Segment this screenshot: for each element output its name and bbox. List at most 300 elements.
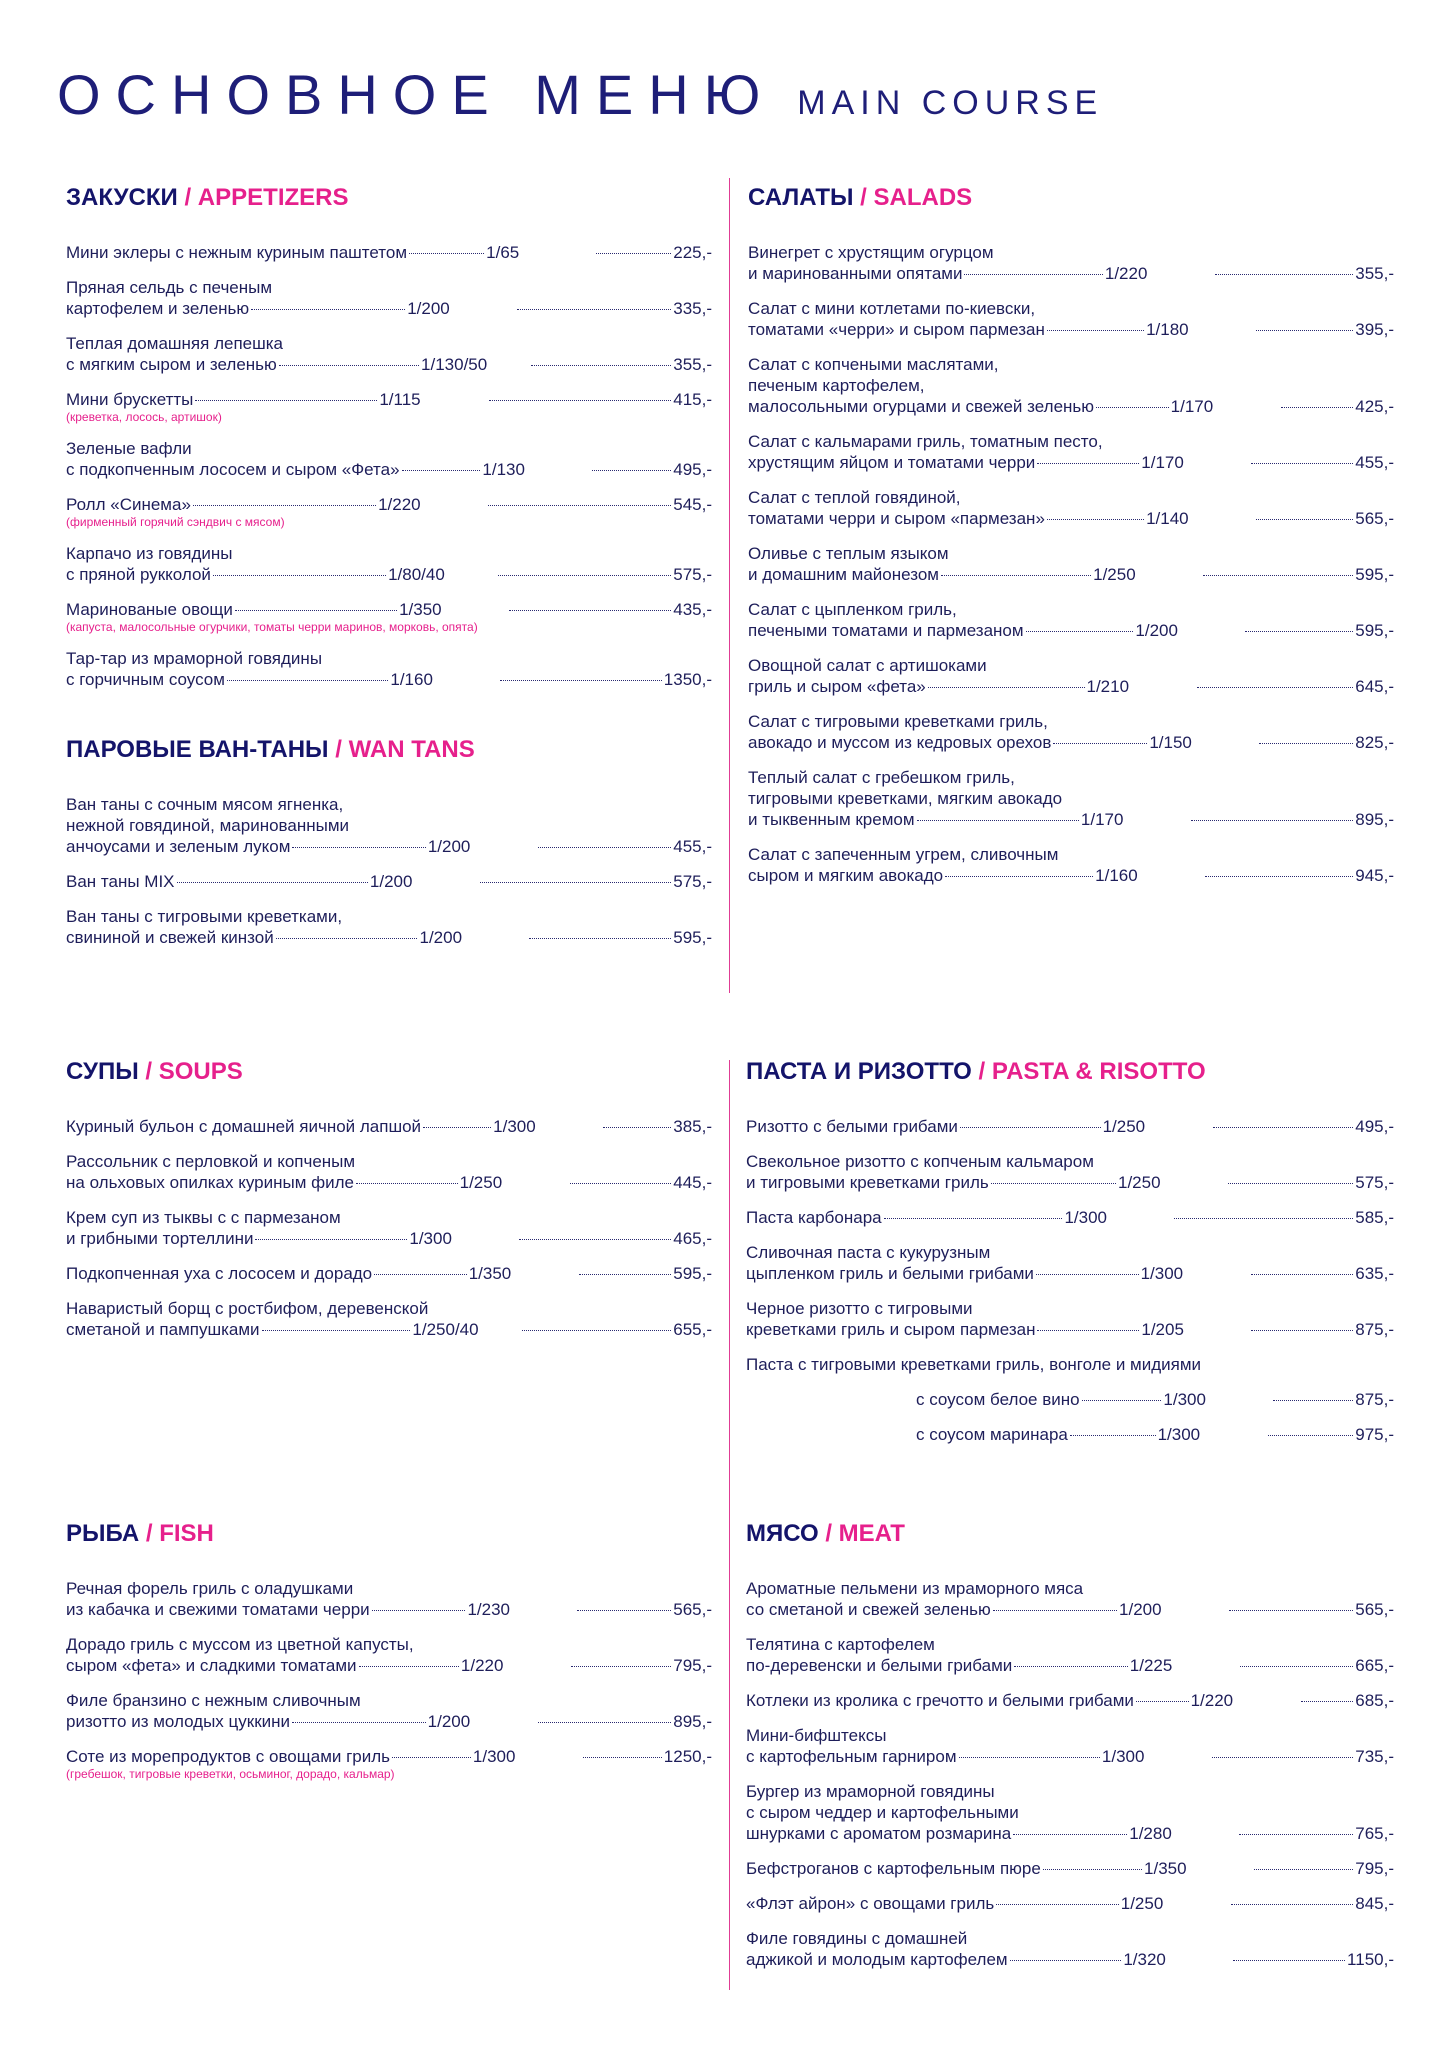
dot-leader bbox=[1273, 1400, 1353, 1401]
dish-name-line: печеным картофелем, bbox=[748, 376, 925, 395]
dot-leader bbox=[571, 1666, 671, 1667]
dish-price: 575,- bbox=[673, 565, 712, 584]
dish-price: 415,- bbox=[673, 390, 713, 409]
dish-price: 1250,- bbox=[663, 1747, 712, 1766]
menu-item-row bbox=[66, 1263, 712, 1284]
dot-leader bbox=[423, 1127, 491, 1128]
dot-leader bbox=[292, 1722, 426, 1723]
dish-weight: 1/220 bbox=[378, 495, 421, 514]
menu-item bbox=[748, 298, 1394, 340]
menu-item bbox=[746, 1725, 1394, 1767]
dot-leader bbox=[1239, 1834, 1353, 1835]
dish-weight: 1/280 bbox=[1129, 1824, 1172, 1843]
dish-name-line: цыпленком гриль и белыми грибами bbox=[746, 1264, 1034, 1283]
section-heading-ru: САЛАТЫ bbox=[748, 184, 854, 211]
dot-leader bbox=[1215, 274, 1353, 275]
menu-item bbox=[746, 1298, 1394, 1340]
dish-weight: 1/220 bbox=[460, 1656, 504, 1675]
menu-item-row bbox=[66, 1599, 712, 1620]
menu-item-row bbox=[66, 1116, 712, 1137]
dish-weight: 1/200 bbox=[427, 837, 471, 856]
menu-item-row bbox=[746, 1319, 1394, 1340]
dish-price: 225,- bbox=[673, 243, 712, 262]
dot-leader bbox=[509, 610, 671, 611]
menu-item-row bbox=[748, 508, 1394, 529]
dot-leader bbox=[227, 680, 388, 681]
menu-item-row bbox=[66, 669, 712, 690]
dot-leader bbox=[255, 1239, 407, 1240]
dot-leader bbox=[570, 1183, 672, 1184]
menu-item bbox=[748, 844, 1394, 886]
dish-price: 665,- bbox=[1355, 1656, 1394, 1675]
dish-name-line: с картофельным гарниром bbox=[746, 1747, 957, 1766]
dot-leader bbox=[372, 1610, 466, 1611]
dish-name-line: Телятина с картофелем bbox=[746, 1635, 935, 1654]
dish-name-line: Ризотто с белыми грибами bbox=[746, 1117, 958, 1136]
dot-leader bbox=[603, 1127, 671, 1128]
dot-leader bbox=[928, 687, 1085, 688]
menu-item-row bbox=[748, 319, 1394, 340]
dish-price: 795,- bbox=[673, 1656, 713, 1675]
heading-separator: / bbox=[971, 1058, 992, 1085]
menu-item-row bbox=[748, 809, 1394, 830]
dot-leader bbox=[1254, 1869, 1353, 1870]
dish-name-line: Салат с кальмарами гриль, томатным песто, bbox=[748, 432, 1103, 451]
dot-leader bbox=[359, 1666, 459, 1667]
dish-price: 355,- bbox=[1355, 264, 1395, 283]
dot-leader bbox=[1256, 330, 1353, 331]
dish-weight: 1/150 bbox=[1149, 733, 1192, 752]
dish-name-line: томатами «черри» и сыром пармезан bbox=[748, 320, 1045, 339]
dish-weight: 1/160 bbox=[390, 670, 433, 689]
dish-price: 655,- bbox=[673, 1320, 712, 1339]
dish-name-line: Салат с запеченным угрем, сливочным bbox=[748, 845, 1059, 864]
dish-name-line: с горчичным соусом bbox=[66, 670, 225, 689]
menu-item bbox=[66, 794, 712, 857]
menu-item bbox=[746, 1207, 1394, 1228]
dish-weight: 1/220 bbox=[1190, 1691, 1234, 1710]
dot-leader bbox=[1233, 1960, 1345, 1961]
dot-leader bbox=[1197, 687, 1354, 688]
dish-price: 495,- bbox=[1355, 1117, 1395, 1136]
menu-item bbox=[748, 354, 1394, 417]
dish-name-line: Куриный бульон с домашней яичной лапшой bbox=[66, 1117, 422, 1136]
menu-item-row bbox=[748, 732, 1394, 753]
dish-name-line: Черное ризотто с тигровыми bbox=[746, 1299, 973, 1318]
menu-item bbox=[748, 543, 1394, 585]
dish-weight: 1/300 bbox=[409, 1229, 452, 1248]
menu-item bbox=[746, 1116, 1394, 1137]
dot-leader bbox=[1036, 1274, 1139, 1275]
dish-name-line: Ван таны MIX bbox=[66, 872, 175, 891]
dot-leader bbox=[1212, 1757, 1353, 1758]
dot-leader bbox=[596, 253, 671, 254]
dish-name-line: Соте из морепродуктов с овощами гриль bbox=[66, 1747, 391, 1766]
dish-name-line: Оливье с теплым языком bbox=[748, 544, 949, 563]
menu-item bbox=[746, 1151, 1394, 1193]
menu-item bbox=[748, 242, 1394, 284]
menu-item bbox=[66, 494, 712, 529]
menu-item bbox=[66, 1634, 712, 1676]
dish-weight: 1/180 bbox=[1146, 320, 1189, 339]
dish-weight: 1/350 bbox=[468, 1264, 512, 1283]
menu-item-row bbox=[66, 1711, 712, 1732]
dish-weight: 1/205 bbox=[1141, 1320, 1184, 1339]
dot-leader bbox=[292, 847, 425, 848]
dot-leader bbox=[1043, 1869, 1142, 1870]
menu-item bbox=[746, 1858, 1394, 1879]
dish-price: 455,- bbox=[1355, 453, 1395, 472]
menu-item-row bbox=[66, 298, 712, 319]
dot-leader bbox=[1251, 1274, 1354, 1275]
dot-leader bbox=[1096, 407, 1169, 408]
dish-name-line: креветками гриль и сыром пармезан bbox=[746, 1320, 1036, 1339]
dish-price: 595,- bbox=[1355, 565, 1395, 584]
dish-weight: 1/140 bbox=[1146, 509, 1189, 528]
menu-item-row bbox=[746, 1655, 1394, 1676]
dot-leader bbox=[213, 575, 386, 576]
dish-name-line: с мягким сыром и зеленью bbox=[66, 355, 277, 374]
dot-leader bbox=[1191, 820, 1353, 821]
dot-leader bbox=[374, 1274, 467, 1275]
dish-note: (креветка, лосось, артишок) bbox=[66, 410, 222, 424]
dot-leader bbox=[193, 505, 376, 506]
dot-leader bbox=[993, 1610, 1117, 1611]
menu-item bbox=[66, 277, 712, 319]
dot-leader bbox=[583, 1757, 662, 1758]
menu-item-row bbox=[748, 564, 1394, 585]
dish-weight: 1/80/40 bbox=[388, 565, 445, 584]
dish-weight: 1/220 bbox=[1104, 264, 1148, 283]
dish-name-line: Паста карбонара bbox=[746, 1208, 882, 1227]
dish-name-line: Ван таны с тигровыми креветками, bbox=[66, 907, 343, 926]
dot-leader bbox=[500, 680, 661, 681]
dish-price: 335,- bbox=[673, 299, 713, 318]
section-heading-en: SOUPS bbox=[158, 1058, 243, 1085]
menu-item-row bbox=[746, 1858, 1394, 1879]
dish-weight: 1/200 bbox=[1119, 1600, 1162, 1619]
dish-price: 975,- bbox=[1355, 1425, 1395, 1444]
dish-price: 645,- bbox=[1355, 677, 1394, 696]
dot-leader bbox=[1259, 743, 1353, 744]
section-heading-en: PASTA & RISOTTO bbox=[991, 1058, 1206, 1085]
menu-item bbox=[66, 1207, 712, 1249]
menu-item bbox=[746, 1928, 1394, 1970]
heading-separator: / bbox=[139, 1520, 160, 1547]
dish-name-line: с сыром чеддер и картофельными bbox=[746, 1803, 1019, 1822]
dish-weight: 1/250/40 bbox=[412, 1320, 479, 1339]
dish-name-line: нежной говядиной, маринованными bbox=[66, 816, 350, 835]
dish-price: 395,- bbox=[1355, 320, 1394, 339]
menu-item bbox=[66, 333, 712, 375]
dish-name-line: и тыквенным кремом bbox=[748, 810, 915, 829]
dish-weight: 1/300 bbox=[1140, 1264, 1184, 1283]
menu-item-row bbox=[66, 927, 712, 948]
dot-leader bbox=[538, 847, 671, 848]
section-heading bbox=[66, 1058, 712, 1086]
dot-leader bbox=[1037, 463, 1139, 464]
dish-price: 845,- bbox=[1355, 1894, 1394, 1913]
heading-separator: / bbox=[853, 184, 874, 211]
dot-leader bbox=[195, 400, 377, 401]
menu-item-row bbox=[746, 1690, 1394, 1711]
menu-item bbox=[746, 1690, 1394, 1711]
dish-weight: 1/200 bbox=[427, 1712, 471, 1731]
dish-weight: 1/130/50 bbox=[421, 355, 488, 374]
section-salads bbox=[748, 184, 1394, 900]
menu-item bbox=[746, 1424, 1394, 1445]
section-fish bbox=[66, 1520, 712, 1795]
section-heading-ru: ЗАКУСКИ bbox=[66, 184, 178, 211]
dot-leader bbox=[1203, 575, 1353, 576]
section-heading bbox=[66, 184, 712, 212]
dish-weight: 1/300 bbox=[493, 1117, 536, 1136]
dish-price: 575,- bbox=[1355, 1173, 1395, 1192]
dish-price: 795,- bbox=[1355, 1859, 1395, 1878]
dot-leader bbox=[941, 575, 1091, 576]
dish-name-line: тигровыми креветками, мягким авокадо bbox=[748, 789, 1063, 808]
dish-name-line: Зеленые вафли bbox=[66, 439, 192, 458]
dish-price: 635,- bbox=[1355, 1264, 1394, 1283]
menu-title bbox=[57, 62, 1103, 127]
dot-leader bbox=[1026, 631, 1134, 632]
menu-item bbox=[66, 1578, 712, 1620]
dish-name-line: и домашним майонезом bbox=[748, 565, 939, 584]
section-heading-en: FISH bbox=[159, 1520, 214, 1547]
dot-leader bbox=[517, 309, 671, 310]
dish-weight: 1/115 bbox=[379, 390, 421, 409]
dish-weight: 1/230 bbox=[467, 1600, 510, 1619]
dot-leader bbox=[945, 876, 1093, 877]
dot-leader bbox=[884, 1218, 1063, 1219]
dish-name-line: Дорадо гриль с муссом из цветной капусты, bbox=[66, 1635, 414, 1654]
dot-leader bbox=[1205, 876, 1353, 877]
dish-name-line: Наваристый борщ с ростбифом, деревенской bbox=[66, 1299, 429, 1318]
menu-item-row bbox=[746, 1263, 1394, 1284]
dot-leader bbox=[1136, 1701, 1189, 1702]
dish-price: 825,- bbox=[1355, 733, 1395, 752]
section-pasta bbox=[746, 1058, 1394, 1459]
menu-item-row bbox=[66, 1655, 712, 1676]
dish-weight: 1/300 bbox=[1101, 1747, 1145, 1766]
dish-price: 465,- bbox=[673, 1229, 712, 1248]
dish-weight: 1/250 bbox=[1118, 1173, 1161, 1192]
dot-leader bbox=[489, 400, 671, 401]
section-heading-ru: МЯСО bbox=[746, 1520, 819, 1547]
menu-item-row bbox=[748, 396, 1394, 417]
menu-item bbox=[66, 599, 712, 634]
menu-item bbox=[66, 871, 712, 892]
dish-weight: 1/250 bbox=[1093, 565, 1136, 584]
dish-price: 1350,- bbox=[663, 670, 712, 689]
dish-weight: 1/200 bbox=[369, 872, 413, 891]
dot-leader bbox=[1213, 1127, 1354, 1128]
section-heading-en: APPETIZERS bbox=[197, 184, 349, 211]
dish-name-line: шнурками с ароматом розмарина bbox=[746, 1824, 1012, 1843]
dish-name-line: томатами черри и сыром «пармезан» bbox=[748, 509, 1045, 528]
menu-item bbox=[66, 1263, 712, 1284]
dish-weight: 1/300 bbox=[472, 1747, 516, 1766]
dot-leader bbox=[531, 365, 671, 366]
menu-item bbox=[748, 487, 1394, 529]
dish-name-line: Салат с тигровыми креветками гриль, bbox=[748, 712, 1048, 731]
section-meat bbox=[746, 1520, 1394, 1984]
dish-price: 875,- bbox=[1355, 1390, 1394, 1409]
dot-leader bbox=[409, 253, 484, 254]
section-heading bbox=[746, 1058, 1394, 1086]
menu-item-row bbox=[66, 494, 712, 515]
column-divider-top bbox=[729, 178, 730, 993]
section-heading-ru: ПАРОВЫЕ ВАН-ТАНЫ bbox=[66, 736, 329, 763]
dish-name-line: Котлеки из кролика с гречотто и белыми грибами bbox=[746, 1691, 1134, 1710]
dish-name-line: со сметаной и свежей зеленью bbox=[746, 1600, 991, 1619]
menu-item-row bbox=[66, 599, 712, 620]
dot-leader bbox=[1014, 1666, 1127, 1667]
dish-price: 495,- bbox=[673, 460, 713, 479]
menu-item bbox=[746, 1578, 1394, 1620]
dish-weight: 1/130 bbox=[482, 460, 525, 479]
section-heading-en: MEAT bbox=[838, 1520, 905, 1547]
dot-leader bbox=[1013, 1834, 1127, 1835]
dish-weight: 1/300 bbox=[1163, 1390, 1206, 1409]
dish-name-line: печеными томатами и пармезаном bbox=[748, 621, 1024, 640]
dot-leader bbox=[1174, 1218, 1353, 1219]
dish-name-line: Маринованые овощи bbox=[66, 600, 233, 619]
dish-name-line: Салат с цыпленком гриль, bbox=[748, 600, 957, 619]
dot-leader bbox=[488, 505, 671, 506]
menu-title-ru: ОСНОВНОЕ МЕНЮ bbox=[57, 63, 776, 126]
heading-separator: / bbox=[138, 1058, 159, 1085]
dot-leader bbox=[1256, 519, 1353, 520]
dish-weight: 1/170 bbox=[1141, 453, 1184, 472]
section-appetizers bbox=[66, 184, 712, 704]
menu-item-row bbox=[748, 620, 1394, 641]
dot-leader bbox=[498, 575, 671, 576]
dish-name-line: Бефстроганов с картофельным пюре bbox=[746, 1859, 1041, 1878]
dish-price: 685,- bbox=[1355, 1691, 1395, 1710]
dish-name-line: ризотто из молодых цуккини bbox=[66, 1712, 291, 1731]
dish-name-line: по-деревенски и белыми грибами bbox=[746, 1656, 1013, 1675]
dish-price: 385,- bbox=[673, 1117, 712, 1136]
dish-name-line: из кабачка и свежими томатами черри bbox=[66, 1600, 370, 1619]
menu-item-row bbox=[66, 1319, 712, 1340]
dish-weight: 1/350 bbox=[1144, 1859, 1187, 1878]
menu-item bbox=[66, 242, 712, 263]
dish-name-line: сыром и мягким авокадо bbox=[748, 866, 944, 885]
dish-price: 575,- bbox=[673, 872, 713, 891]
section-heading-en: SALADS bbox=[873, 184, 973, 211]
menu-item bbox=[746, 1781, 1394, 1844]
dish-name-line: картофелем и зеленью bbox=[66, 299, 250, 318]
dish-name-line: Ван таны с сочным мясом ягненка, bbox=[66, 795, 344, 814]
dish-name-line: Мини эклеры с нежным куриным паштетом bbox=[66, 243, 408, 262]
column-divider-bottom bbox=[729, 1060, 730, 1990]
dish-price: 1150,- bbox=[1347, 1950, 1394, 1969]
menu-item-row bbox=[66, 354, 712, 375]
dish-price: 585,- bbox=[1355, 1208, 1394, 1227]
dish-note: (капуста, малосольные огурчики, томаты черри маринов, морковь, опята) bbox=[66, 620, 478, 634]
menu-item-row bbox=[748, 676, 1394, 697]
dish-name-line: Бургер из мраморной говядины bbox=[746, 1782, 995, 1801]
heading-separator: / bbox=[328, 736, 349, 763]
dish-name-line: Крем суп из тыквы с с пармезаном bbox=[66, 1208, 341, 1227]
menu-item bbox=[746, 1634, 1394, 1676]
dish-weight: 1/170 bbox=[1170, 397, 1214, 416]
menu-item-row bbox=[66, 459, 712, 480]
menu-item-row bbox=[66, 836, 712, 857]
menu-item-row bbox=[748, 865, 1394, 886]
dish-name-line: Мини-бифштексы bbox=[746, 1726, 887, 1745]
dot-leader bbox=[1010, 1960, 1122, 1961]
dish-name-line: Винегрет с хрустящим огурцом bbox=[748, 243, 994, 262]
dot-leader bbox=[522, 1330, 671, 1331]
menu-item bbox=[66, 1151, 712, 1193]
dot-leader bbox=[276, 938, 418, 939]
dish-weight: 1/300 bbox=[1064, 1208, 1107, 1227]
menu-item bbox=[746, 1893, 1394, 1914]
menu-item bbox=[66, 1690, 712, 1732]
dish-weight: 1/250 bbox=[1120, 1894, 1164, 1913]
dot-leader bbox=[235, 610, 397, 611]
menu-item bbox=[66, 1298, 712, 1340]
dish-name-line: и маринованными опятами bbox=[748, 264, 963, 283]
dot-leader bbox=[991, 1183, 1116, 1184]
dish-price: 355,- bbox=[673, 355, 713, 374]
dish-name-line: малосольными огурцами и свежей зеленью bbox=[748, 397, 1095, 416]
dish-name-line: на ольховых опилках куриным филе bbox=[66, 1173, 354, 1192]
dot-leader bbox=[480, 882, 671, 883]
menu-item bbox=[66, 389, 712, 424]
dish-weight: 1/170 bbox=[1080, 810, 1124, 829]
section-heading-ru: СУПЫ bbox=[66, 1058, 139, 1085]
dot-leader bbox=[1082, 1400, 1162, 1401]
menu-item bbox=[66, 543, 712, 585]
dish-price: 595,- bbox=[673, 1264, 712, 1283]
dot-leader bbox=[1229, 1610, 1353, 1611]
dish-price: 565,- bbox=[1355, 509, 1394, 528]
dish-name-line: с соусом маринара bbox=[916, 1425, 1068, 1444]
dish-note: (гребешок, тигровые креветки, осьминог, дорадо, кальмар) bbox=[66, 1767, 395, 1781]
dish-weight: 1/200 bbox=[407, 299, 450, 318]
dot-leader bbox=[579, 1274, 672, 1275]
menu-item-row bbox=[66, 389, 712, 410]
dish-name-line: Подкопченная уха с лососем и дорадо bbox=[66, 1264, 373, 1283]
dish-name-line: Рассольник с перловкой и копченым bbox=[66, 1152, 356, 1171]
dish-name-line: с пряной рукколой bbox=[66, 565, 211, 584]
dot-leader bbox=[1251, 463, 1353, 464]
dot-leader bbox=[177, 882, 368, 883]
dish-name-line: Ролл «Синема» bbox=[66, 495, 191, 514]
dish-weight: 1/210 bbox=[1086, 677, 1130, 696]
section-wantans bbox=[66, 736, 712, 962]
dish-price: 765,- bbox=[1355, 1824, 1395, 1843]
dish-name-line: Салат с мини котлетами по-киевски, bbox=[748, 299, 1036, 318]
dot-leader bbox=[1301, 1701, 1354, 1702]
menu-item-row bbox=[66, 242, 712, 263]
dish-name-line: Салат с теплой говядиной, bbox=[748, 488, 961, 507]
dot-leader bbox=[1281, 407, 1354, 408]
menu-item-row bbox=[746, 1949, 1394, 1970]
dot-leader bbox=[538, 1722, 672, 1723]
menu-item-row bbox=[746, 1893, 1394, 1914]
dish-name-line: и тигровыми креветками гриль bbox=[746, 1173, 989, 1192]
dish-name-line: Филе говядины с домашней bbox=[746, 1929, 968, 1948]
dish-name-line: Карпачо из говядины bbox=[66, 544, 233, 563]
section-heading-ru: ПАСТА И РИЗОТТО bbox=[746, 1058, 972, 1085]
dot-leader bbox=[262, 1330, 411, 1331]
dish-name-line: аджикой и молодым картофелем bbox=[746, 1950, 1008, 1969]
menu-item-row bbox=[746, 1823, 1394, 1844]
